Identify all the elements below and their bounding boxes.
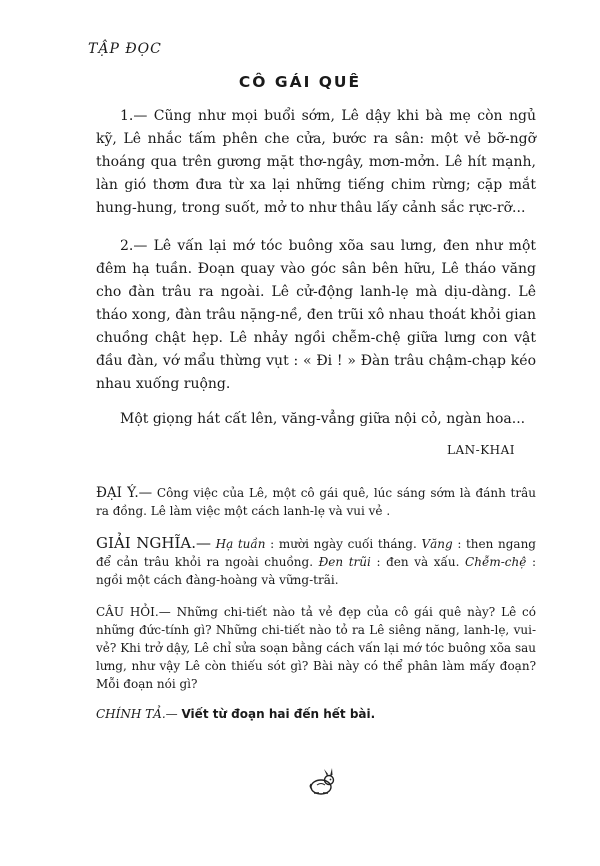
summary-text: Công việc của Lê, một cô gái quê, lúc sáng sớm là đánh trâu ra đồng. Lê làm việc một cách lanh-lẹ và vui vẻ . — [96, 486, 536, 518]
questions-section — [96, 603, 536, 693]
summary-section — [96, 484, 536, 520]
glossary-definition: : then ngang để cản trâu khỏi ra ngoài chuồng. — [96, 537, 536, 569]
author-name: LAN-KHAI — [447, 443, 516, 457]
glossary-definition: : đen và xấu. — [376, 555, 460, 569]
rabbit-icon-graphic — [306, 767, 338, 797]
questions-label: CÂU HỎI.— — [96, 605, 171, 619]
dictation-text: Viết từ đoạn hai đến hết bài. — [181, 707, 376, 721]
glossary-term: Văng — [421, 537, 453, 551]
glossary-term: Đen trũi — [318, 555, 371, 569]
glossary-term: Chễm-chệ — [465, 555, 527, 569]
dictation-label: CHÍNH TẢ.— — [96, 707, 178, 721]
questions-text: Những chi-tiết nào tả vẻ đẹp của cô gái quê này? Lê có những đức-tính gì? Những chi-tiết nào tỏ ra Lê siêng năng, lanh-lẹ, vui-vẻ? Khi trở dậy, Lê chỉ sửa soạn bằng cách vấn lại mớ tóc buông xõa sau lưng, như vậy Lê còn thiếu sót gì? Bài này có thể phân làm mấy đoạn? Mỗi đoạn nói gì? — [96, 605, 536, 691]
rabbit-icon — [306, 767, 338, 801]
summary-label: ĐẠI Ý.— — [96, 485, 153, 501]
glossary-definition: : ngồi một cách đàng-hoàng và vững-trãi. — [96, 555, 536, 587]
dictation-section — [96, 705, 536, 723]
story-paragraph-1: 1.— Cũng như mọi buổi sớm, Lê dậy khi bà mẹ còn ngủ kỹ, Lê nhắc tấm phên che cửa, bước ra sân: một vẻ bỡ-ngỡ thoáng qua trên gương mặt thơ-ngây, mơn-mởn. Lê hít mạnh, làn gió thơm đưa từ xa lại những tiếng chim rừng; cặp mắt hung-hung, trong suốt, mở to như thâu lấy cảnh sắc rực-rỡ... — [96, 108, 536, 216]
section-label: TẬP ĐỌC — [88, 41, 162, 57]
story-paragraph-2: 2.— Lê vấn lại mớ tóc buông xõa sau lưng, đen như một đêm hạ tuần. Đoạn quay vào góc sân bên hữu, Lê tháo văng cho đàn trâu ra ngoài. Lê cử-động lanh-lẹ mà dịu-dàng. Lê tháo xong, đàn trâu nặng-nề, đen trũi xô nhau thoát khỏi gian chuồng chật hẹp. Lê nhảy ngồi chễm-chệ giữa lưng con vật đầu đàn, vớ mẩu thừng vụt : « Đi ! » Đàn trâu chậm-chạp kéo nhau xuống ruộng. — [96, 238, 536, 392]
glossary-label: GIẢI NGHĨA.— — [96, 534, 211, 552]
glossary-section — [96, 534, 536, 589]
story-paragraph-3: Một giọng hát cất lên, văng-vẳng giữa nội cỏ, ngàn hoa... — [120, 411, 526, 427]
lesson-title: CÔ GÁI QUÊ — [238, 73, 362, 91]
glossary-term: Hạ tuần — [215, 537, 266, 551]
glossary-definition: : mười ngày cuối tháng. — [270, 537, 417, 551]
